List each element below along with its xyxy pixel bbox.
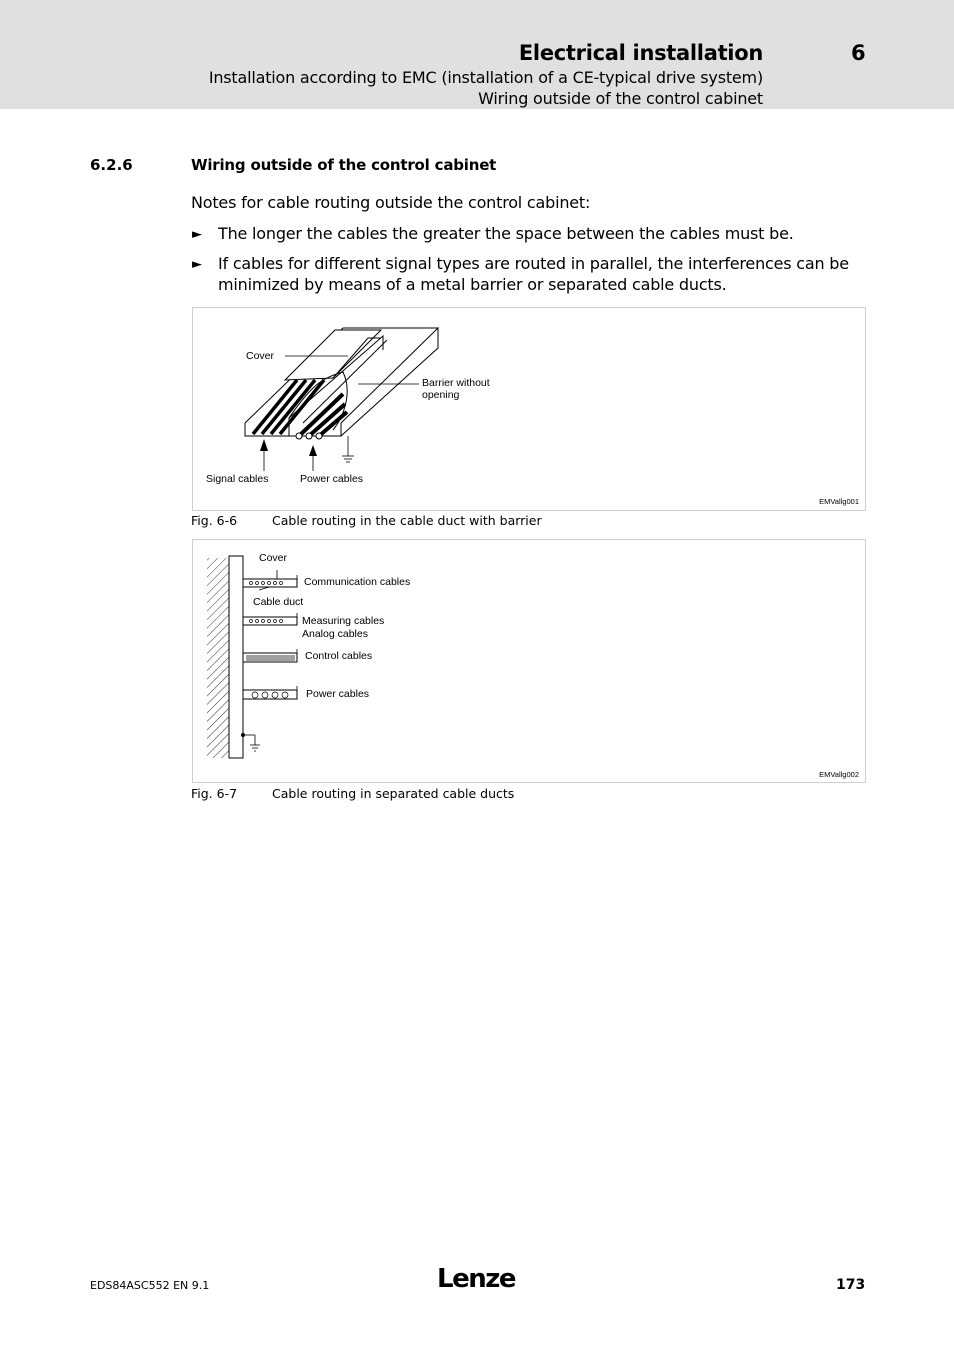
figure-code: EMVallg002 [819, 770, 859, 779]
figure-caption-number: Fig. 6-6 [191, 513, 238, 528]
section-number: 6.2.6 [90, 156, 133, 174]
header-title: Electrical installation [518, 41, 763, 65]
label-analog-cables: Analog cables [302, 628, 368, 640]
bullet-item: If cables for different signal types are routed in parallel, the interferences can be minimized by means of a metal barrier or separated cable ducts. [218, 254, 849, 294]
separated-ducts-drawing [193, 540, 865, 782]
figure-caption-number: Fig. 6-7 [191, 786, 238, 801]
cable-duct-drawing [193, 308, 865, 510]
lenze-logo: Lenze [437, 1264, 515, 1294]
label-control-cables: Control cables [305, 650, 373, 662]
page-number: 173 [836, 1277, 866, 1293]
label-cover: Cover [246, 350, 275, 362]
figure-caption-text: Cable routing in separated cable ducts [272, 786, 515, 801]
label-signal-cables: Signal cables [206, 473, 269, 485]
section-title: Wiring outside of the control cabinet [191, 156, 497, 174]
label-barrier: Barrier without opening [422, 377, 490, 401]
document-id: EDS84ASC552 EN 9.1 [90, 1279, 210, 1292]
bullet-item: The longer the cables the greater the space between the cables must be. [218, 224, 794, 243]
label-communication-cables: Communication cables [304, 576, 411, 588]
label-power-cables: Power cables [306, 688, 370, 700]
figure-caption-text: Cable routing in the cable duct with barrier [272, 513, 542, 528]
chapter-number: 6 [851, 41, 866, 65]
page-header [0, 0, 954, 109]
figure-separated-ducts [192, 539, 866, 783]
header-subtitle-section: Wiring outside of the control cabinet [478, 89, 763, 108]
label-measuring-cables: Measuring cables [302, 615, 385, 627]
label-power-cables: Power cables [300, 473, 364, 485]
label-cover: Cover [259, 552, 288, 564]
label-cable-duct: Cable duct [253, 596, 304, 608]
figure-code: EMVallg001 [819, 497, 859, 506]
header-subtitle: Installation according to EMC (installation of a CE-typical drive system) [208, 68, 763, 87]
bullet-arrow-icon: ► [192, 227, 202, 242]
figure-cable-duct-barrier [192, 307, 866, 511]
bullet-arrow-icon: ► [192, 257, 202, 272]
intro-paragraph: Notes for cable routing outside the control cabinet: [191, 193, 591, 212]
